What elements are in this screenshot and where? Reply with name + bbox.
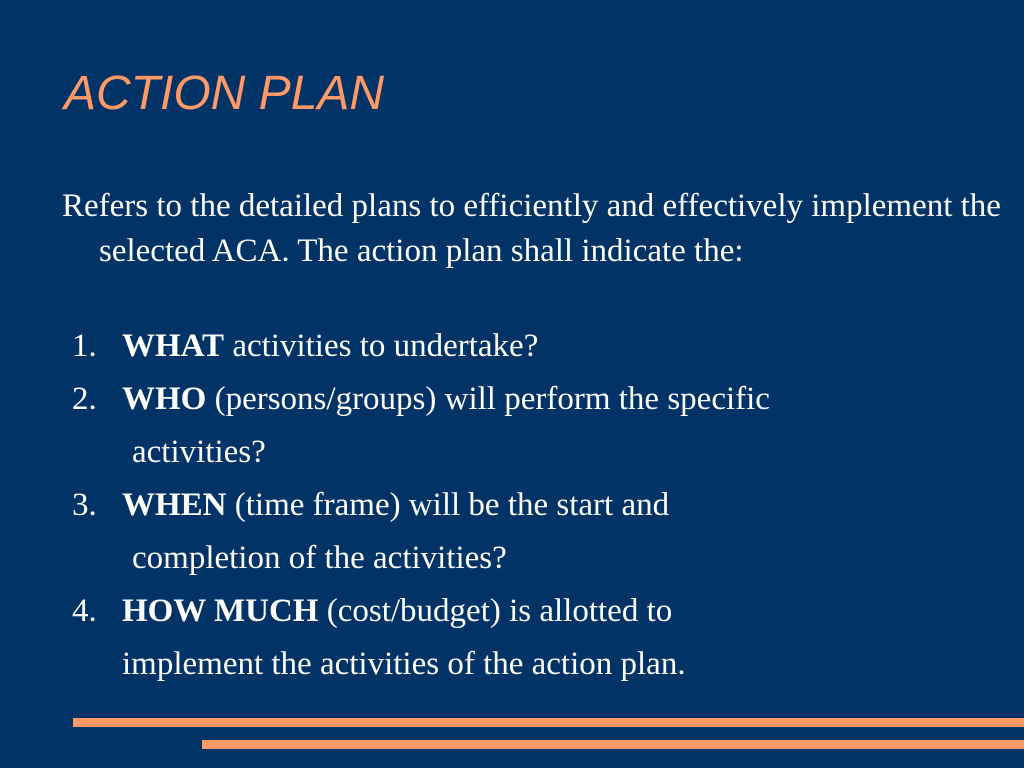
list-continuation: activities? [132, 434, 266, 470]
list-keyword: WHO [122, 381, 207, 417]
list-item-what [72, 320, 992, 373]
decorative-rule-bottom [202, 740, 1024, 749]
list-number: 3. [72, 487, 97, 523]
list-text: (persons/groups) will perform the specific [206, 381, 770, 417]
list-number: 4. [72, 593, 97, 629]
list-text: activities to undertake? [224, 328, 539, 364]
decorative-rule-top [73, 718, 1024, 727]
list-continuation: implement the activities of the action plan. [122, 646, 686, 682]
action-plan-list [72, 320, 992, 691]
list-text: (cost/budget) is allotted to [318, 593, 673, 629]
list-continuation: completion of the activities? [132, 540, 507, 576]
list-item-when [72, 479, 992, 585]
list-number: 1. [72, 328, 97, 364]
list-item-who [72, 373, 992, 479]
list-keyword: WHAT [122, 328, 225, 364]
slide-title: ACTION PLAN [64, 67, 385, 120]
list-text: (time frame) will be the start and [226, 487, 670, 523]
list-item-how-much [72, 585, 992, 691]
intro-paragraph: Refers to the detailed plans to efficiently and effectively implement the selected ACA. The action plan shall indicate the: [62, 188, 1001, 269]
list-keyword: HOW MUCH [122, 593, 319, 629]
list-keyword: WHEN [122, 487, 227, 523]
list-number: 2. [72, 381, 97, 417]
